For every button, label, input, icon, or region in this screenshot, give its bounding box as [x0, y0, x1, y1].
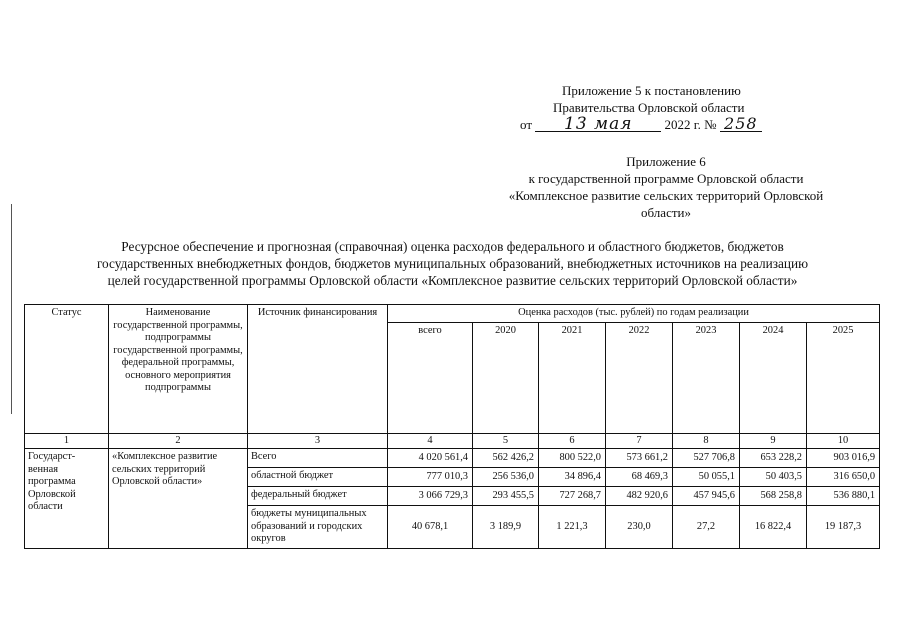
column-number: 4	[388, 433, 473, 449]
from-prefix: от	[520, 117, 533, 132]
value-cell: 562 426,2	[473, 449, 539, 468]
value-cell: 727 268,7	[539, 487, 606, 506]
value-cell: 457 945,6	[673, 487, 740, 506]
value-cell: 4 020 561,4	[388, 449, 473, 468]
header-year-2025: 2025	[807, 322, 880, 433]
value-cell: 50 403,5	[740, 468, 807, 487]
column-number: 7	[606, 433, 673, 449]
source-cell: федеральный бюджет	[248, 487, 388, 506]
value-cell: 256 536,0	[473, 468, 539, 487]
resource-table	[24, 304, 880, 549]
handwritten-number: 258	[720, 117, 762, 132]
appendix-5-line2: Правительства Орловской области	[553, 100, 745, 115]
header-year-2023: 2023	[673, 322, 740, 433]
header-year-2021: 2021	[539, 322, 606, 433]
column-number-row	[25, 433, 880, 449]
header-year-2024: 2024	[740, 322, 807, 433]
source-cell: Всего	[248, 449, 388, 468]
value-cell: 573 661,2	[606, 449, 673, 468]
title-line1: Ресурсное обеспечение и прогнозная (справочная) оценка расходов федерального и областного бюджетов, бюджетов	[121, 239, 784, 254]
value-cell: 230,0	[606, 506, 673, 549]
handwritten-date: 13 мая	[535, 117, 661, 132]
scan-edge-line	[11, 204, 12, 414]
value-cell: 527 706,8	[673, 449, 740, 468]
value-cell: 293 455,5	[473, 487, 539, 506]
value-cell: 316 650,0	[807, 468, 880, 487]
value-cell: 34 896,4	[539, 468, 606, 487]
column-number: 9	[740, 433, 807, 449]
column-number: 8	[673, 433, 740, 449]
column-number: 10	[807, 433, 880, 449]
header-year-2020: 2020	[473, 322, 539, 433]
value-cell: 50 055,1	[673, 468, 740, 487]
appendix-6-line2: к государственной программе Орловской области	[528, 171, 804, 186]
appendix-6-line4: области»	[641, 205, 691, 220]
title-line3: целей государственной программы Орловской области «Комплексное развитие сельских территорий Орловской области»	[107, 273, 798, 288]
header-year-total: всего	[388, 322, 473, 433]
value-cell: 903 016,9	[807, 449, 880, 468]
value-cell: 1 221,3	[539, 506, 606, 549]
header-name: Наименование государственной программы, подпрограммы государственной программы, федеральной программы, основного мероприятия подпрограммы	[109, 305, 248, 434]
value-cell: 19 187,3	[807, 506, 880, 549]
status-cell: Государст-венная программа Орловской области	[25, 449, 109, 549]
value-cell: 653 228,2	[740, 449, 807, 468]
value-cell: 40 678,1	[388, 506, 473, 549]
value-cell: 536 880,1	[807, 487, 880, 506]
column-number: 2	[109, 433, 248, 449]
program-name-cell: «Комплексное развитие сельских территорий Орловской области»	[109, 449, 248, 549]
source-cell: областной бюджет	[248, 468, 388, 487]
value-cell: 68 469,3	[606, 468, 673, 487]
document-title	[30, 238, 875, 289]
title-line2: государственных внебюджетных фондов, бюджетов муниципальных образований, внебюджетных источников на реализацию	[96, 256, 809, 271]
column-number: 1	[25, 433, 109, 449]
appendix-5-line1: Приложение 5 к постановлению	[562, 83, 741, 98]
header-status: Статус	[25, 305, 109, 434]
appendix-6-line3: «Комплексное развитие сельских территорий Орловской	[508, 188, 824, 203]
value-cell: 3 189,9	[473, 506, 539, 549]
appendix-5-date-line	[520, 116, 850, 133]
appendix-6-line1: Приложение 6	[626, 154, 706, 169]
header-year-2022: 2022	[606, 322, 673, 433]
value-cell: 568 258,8	[740, 487, 807, 506]
column-number: 5	[473, 433, 539, 449]
column-number: 6	[539, 433, 606, 449]
value-cell: 777 010,3	[388, 468, 473, 487]
source-cell: бюджеты муниципальных образований и городских округов	[248, 506, 388, 549]
value-cell: 27,2	[673, 506, 740, 549]
value-cell: 800 522,0	[539, 449, 606, 468]
header-estimate: Оценка расходов (тыс. рублей) по годам реализации	[388, 305, 880, 323]
table-row	[25, 449, 880, 468]
column-number: 3	[248, 433, 388, 449]
year-number-label: 2022 г. №	[664, 117, 717, 132]
value-cell: 16 822,4	[740, 506, 807, 549]
appendix-6-header	[470, 153, 862, 221]
header-source: Источник финансирования	[248, 305, 388, 434]
appendix-5-header	[520, 82, 850, 133]
value-cell: 3 066 729,3	[388, 487, 473, 506]
value-cell: 482 920,6	[606, 487, 673, 506]
